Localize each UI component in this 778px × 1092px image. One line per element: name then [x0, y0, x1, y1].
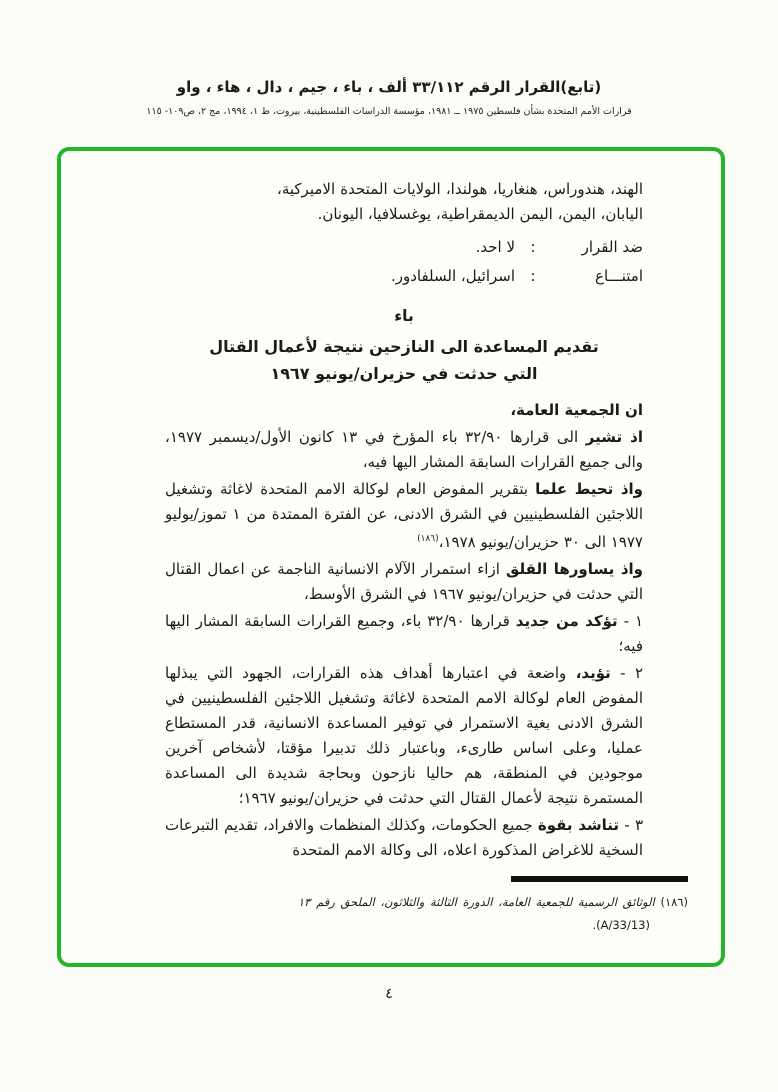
vote-against-colon: : [530, 238, 536, 256]
item-lead-2: تؤيد، [575, 664, 611, 682]
page-number: ٤ [385, 986, 393, 1002]
abstention-value: اسرائيل، السلفادور. [390, 267, 515, 285]
preamble-lead-3: واذ يساورها القلق [506, 560, 644, 578]
document-body [61, 151, 721, 963]
preamble-paragraph-3 [165, 557, 643, 607]
preamble-lead-2: واذ تحيط علما [535, 480, 643, 498]
preamble-paragraph-1 [165, 425, 643, 475]
operative-item-3 [165, 813, 643, 863]
item-number-3: ٣ - [619, 816, 643, 834]
vote-against-row [165, 235, 643, 260]
item-lead-1: تؤكد من جديد [515, 612, 618, 630]
section-title-line2: التي حدثت في حزيران/يونيو ١٩٦٧ [270, 364, 538, 383]
item-text-3: جميع الحكومات، وكذلك المنظمات والافراد، تقديم التبرعات السخية للاغراض المذكورة اعلاه، الى وكالة الامم المتحدة [165, 816, 643, 859]
item-text-1: قرارها ٣٢/٩٠ باء، وجميع القرارات السابقة المشار اليها فيه؛ [165, 612, 643, 655]
abstention-row [165, 264, 643, 289]
vote-against-value: لا احد. [475, 238, 515, 256]
preamble-text-3: ازاء استمرار الآلام الانسانية الناجمة عن اعمال القتال التي حدثت في حزيران/يونيو ١٩٦٧ في الشرق الأوسط، [165, 560, 643, 603]
vote-against-label: ضد القرار [581, 238, 643, 256]
footnote-marker: (١٨٦) [660, 895, 688, 909]
item-number-1: ١ - [617, 612, 644, 630]
resolution-opening: ان الجمعية العامة، [510, 401, 643, 419]
footnote-document-symbol: (A/33/13). [592, 918, 650, 932]
document-header [0, 78, 778, 117]
footnote-reference-mark: (١٨٦) [417, 534, 439, 544]
document-source-line: قرارات الأمم المتحدة بشأن فلسطين ١٩٧٥ ــ ١٩٨١، مؤسسة الدراسات الفلسطينية، بيروت، ط ١، ١٩٩٤، مج ٢، ص١٠٩- ١١٥ [146, 106, 632, 117]
countries-paragraph: الهند، هندوراس، هنغاريا، هولندا، الولايات المتحدة الاميركية، اليابان، اليمن، اليمن الديمقراطية، يوغسلافيا، اليونان. [277, 180, 643, 223]
preamble-paragraph-2 [165, 477, 643, 555]
preamble-text-1: الى قرارها ٣٢/٩٠ باء المؤرخ في ١٣ كانون الأول/ديسمبر ١٩٧٧، والى جميع القرارات السابقة المشار اليها فيه، [165, 428, 643, 471]
abstention-label: امتنـــاع [595, 267, 643, 285]
abstention-colon: : [530, 267, 536, 285]
section-title-line1: تقديم المساعدة الى النازحين نتيجة لأعمال القتال [209, 337, 599, 356]
item-number-2: ٢ - [610, 664, 644, 682]
section-letter: باء [394, 307, 414, 325]
item-lead-3: تناشد بقوة [537, 816, 620, 834]
footnote-region [298, 876, 688, 937]
green-border-frame [57, 147, 725, 967]
footnote-source-title: الوثائق الرسمية للجمعية العامة، الدورة الثالثة والثلاثون، الملحق رقم ١٣ [298, 895, 661, 909]
operative-item-2 [165, 661, 643, 811]
footnote-separator-bar [511, 876, 688, 882]
footnote [298, 891, 688, 937]
document-title: (تابع)القرار الرقم ٣٣/١١٢ ألف ، باء ، جيم ، دال ، هاء ، واو [176, 78, 602, 96]
preamble-text-2: بتقرير المفوض العام لوكالة الامم المتحدة لاغاثة وتشغيل اللاجئين الفلسطينيين في الشرق الادنى، عن الفترة الممتدة من ١ تموز/يوليو ١٩٧٧ الى ٣٠ حزيران/يونيو ١٩٧٨، [165, 480, 644, 551]
preamble-lead-1: اذ تشير [585, 428, 643, 446]
item-text-2: واضعة في اعتبارها أهداف هذه القرارات، الجهود التي يبذلها المفوض العام لوكالة الامم المتحدة لاغاثة وتشغيل اللاجئين الفلسطينيين في الشرق الادنى بغية الاستمرار في توفير المساعدة الانسانية، قدر المستطاع عمليا، وعلى اساس طارىء، وباعتبار ذلك تدبيرا مؤقتا، لأشخاص آخرين موجودين في المنطقة، هم حاليا نازحون وبحاجة شديدة الى المساعدة المستمرة نتيجة لأعمال القتال التي حدثت في حزيران/يونيو ١٩٦٧؛ [165, 664, 643, 807]
operative-item-1 [165, 609, 643, 659]
